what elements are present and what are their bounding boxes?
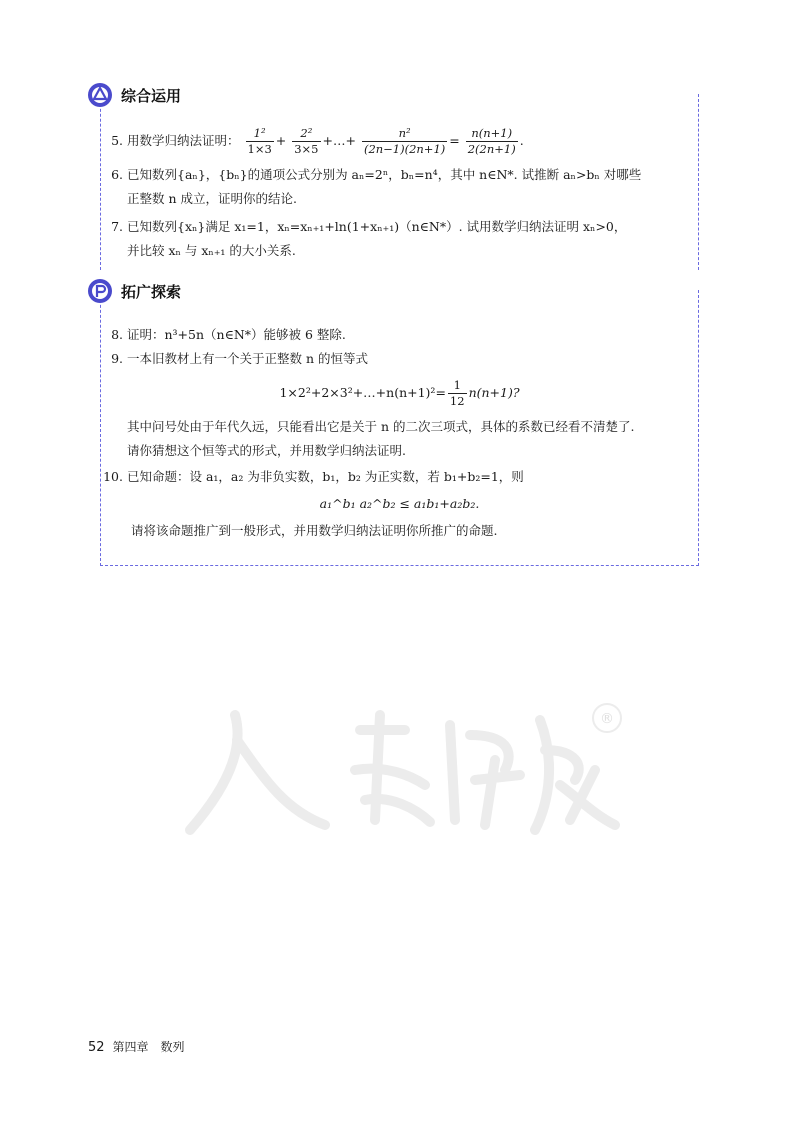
fraction: $\frac{\text{1²}}{1\times 3}$	[247, 126, 272, 156]
registered-mark: ®	[600, 711, 614, 727]
section-header	[87, 82, 187, 108]
problem-9-line2: 其中问号处由于年代久远，只能看出它是关于 n 的二次三项式，具体的系数已经看不清楚了.	[127, 419, 635, 434]
tri-ring-icon	[87, 82, 113, 108]
fraction: $\frac{\text{2²}}{3\times 5}$	[294, 126, 319, 156]
problem-6-line1: 6. 已知数列{aₙ}，{bₙ}的通项公式分别为 aₙ=2ⁿ，bₙ=n⁴，其中 n∈N*. 试推断 aₙ>bₙ 对哪些	[111, 167, 642, 182]
section-comprehensive	[100, 86, 699, 270]
page-number: 52	[88, 1040, 105, 1055]
p-ring-icon	[87, 278, 113, 304]
problem-9-formula: 1×2²+2×3²+…+n(n+1)²= $\frac{1}{12}$ n(n+1)?	[279, 378, 520, 408]
fraction: $\frac{n(n+1)}{2(2n+1)}$	[467, 126, 516, 156]
section-title: 综合运用	[121, 86, 182, 105]
problem-9-line1: 9. 一本旧教材上有一个关于正整数 n 的恒等式	[111, 351, 368, 366]
chapter-title: 第四章 数列	[112, 1040, 185, 1054]
section-title: 拓广探索	[121, 282, 182, 301]
problem-5: 5. 用数学归纳法证明： $\frac{\text{1²}}{1\times 3}$ + $\frac{\text{2²}}{3\times 5}$ +…+ $\frac{\text{n²}}{(2n-1)(2n+1)}$ = $\frac{n(n+1)}{2(2n+1)}$ .	[111, 126, 524, 156]
fraction: $\frac{\text{n²}}{(2n-1)(2n+1)}$	[363, 126, 446, 156]
problem-10-formula: a₁^b₁ a₂^b₂ ≤ a₁b₁+a₂b₂.	[319, 496, 480, 511]
problem-7-line1: 7. 已知数列{xₙ}满足 x₁=1，xₙ=xₙ₊₁+ln(1+xₙ₊₁)（n∈N*）. 试用数学归纳法证明 xₙ>0，	[111, 219, 627, 234]
publisher-watermark-logo	[175, 690, 635, 840]
problem-7-line2: 并比较 xₙ 与 xₙ₊₁ 的大小关系.	[127, 243, 296, 258]
problem-10-line1: 10. 已知命题：设 a₁，a₂ 为非负实数，b₁，b₂ 为正实数，若 b₁+b₂=1，则	[103, 469, 524, 484]
section-extension	[100, 282, 699, 566]
problem-8: 8. 证明：n³+5n（n∈N*）能够被 6 整除.	[111, 327, 346, 342]
section-header	[87, 278, 187, 304]
page-footer	[88, 1038, 185, 1055]
problem-9-line3: 请你猜想这个恒等式的形式，并用数学归纳法证明.	[127, 443, 406, 458]
problem-10-line2: 请将该命题推广到一般形式，并用数学归纳法证明你所推广的命题.	[131, 523, 498, 538]
problem-6-line2: 正整数 n 成立，证明你的结论.	[127, 191, 297, 206]
